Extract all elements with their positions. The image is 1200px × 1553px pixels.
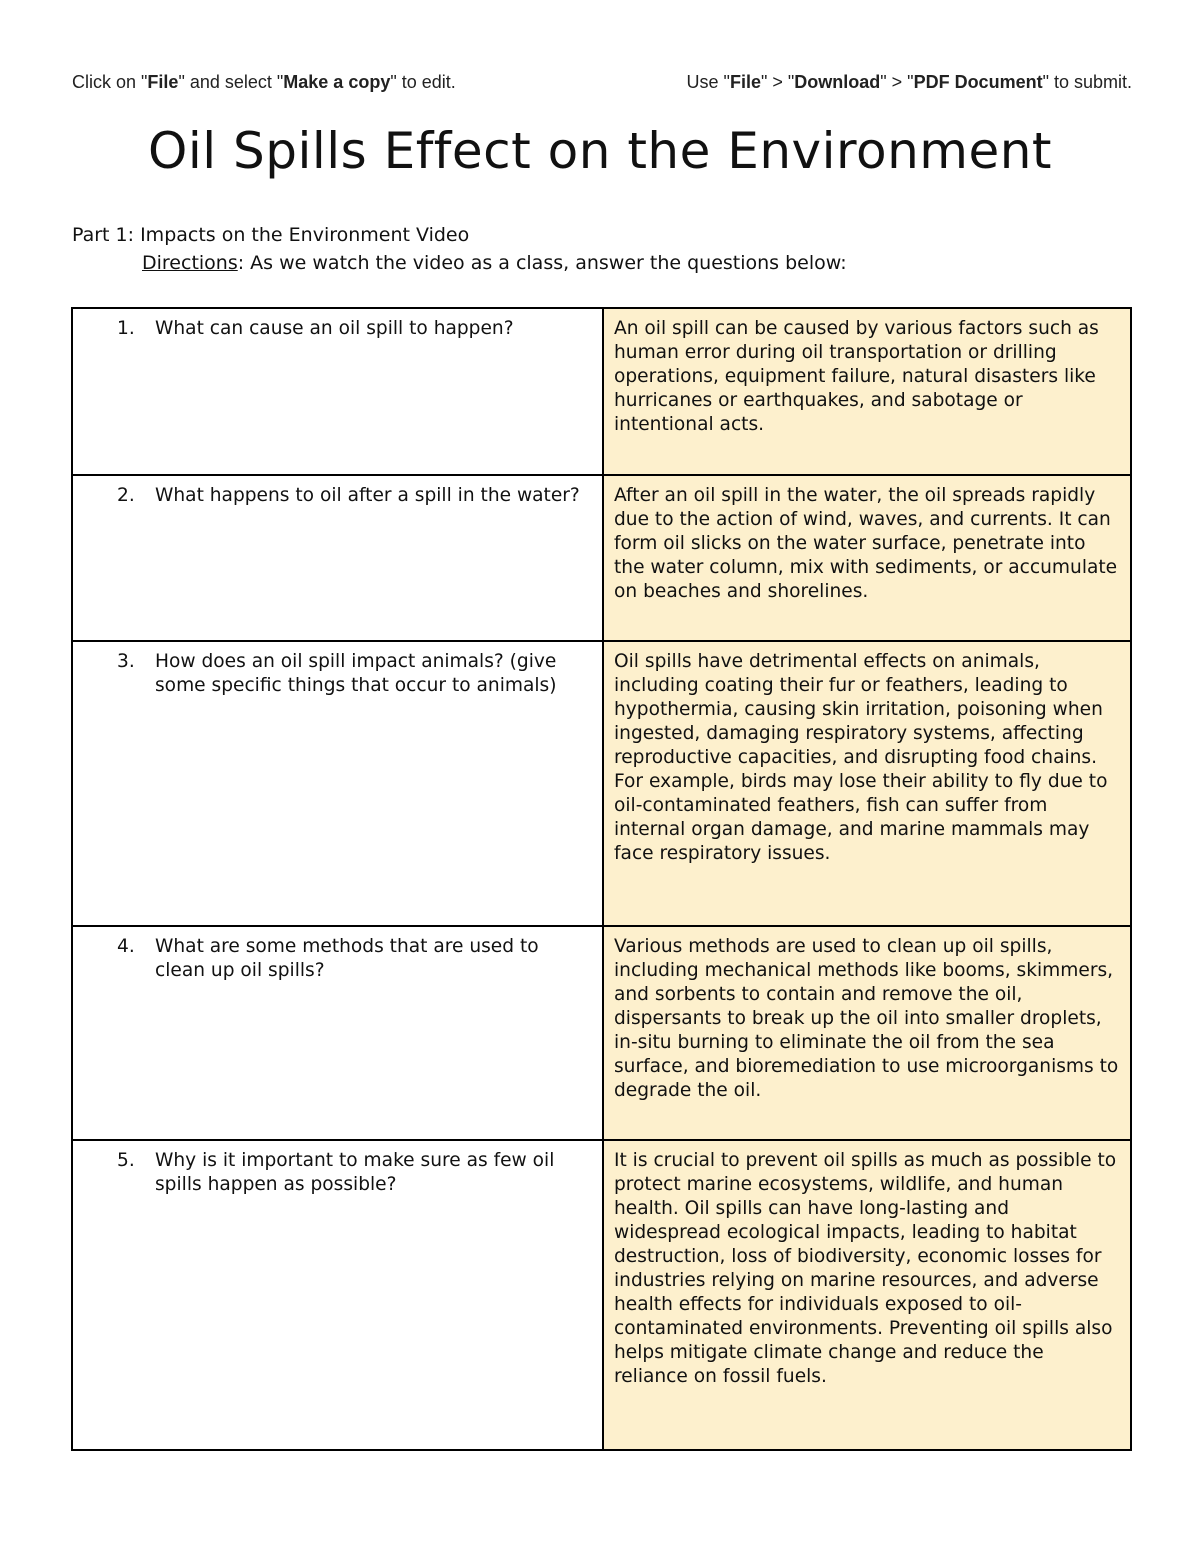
instruction-text: Click on ": [72, 72, 148, 92]
question-number: 4.: [117, 936, 135, 957]
instruction-text: " > ": [880, 72, 914, 92]
copy-instruction: [72, 72, 456, 93]
question-cell: [72, 926, 603, 1140]
instruction-bold: File: [729, 72, 761, 92]
question-text: What can cause an oil spill to happen?: [155, 318, 514, 339]
directions: [142, 252, 847, 274]
question-cell: [72, 1140, 603, 1450]
question-number: 2.: [117, 485, 135, 506]
instruction-bold: Download: [794, 72, 881, 92]
question-text: How does an oil spill impact animals? (give some specific things that occur to animals): [155, 651, 557, 696]
answer-cell[interactable]: After an oil spill in the water, the oil spreads rapidly due to the action of wind, waves, and currents. It can form oil slicks on the water surface, penetrate into the water column, mix with sediments, or accumulate on beaches and shorelines.: [603, 475, 1131, 641]
directions-text: : As we watch the video as a class, answer the questions below:: [237, 252, 847, 274]
table-row: [72, 641, 1131, 926]
question-answer-table: [71, 307, 1132, 1451]
instruction-text: " and select ": [178, 72, 284, 92]
question-cell: [72, 475, 603, 641]
page-title: Oil Spills Effect on the Environment: [147, 122, 1053, 180]
submit-instruction: [687, 72, 1132, 93]
question-text: Why is it important to make sure as few oil spills happen as possible?: [155, 1150, 555, 1195]
question-text: What are some methods that are used to clean up oil spills?: [155, 936, 539, 981]
table-row: [72, 475, 1131, 641]
answer-cell[interactable]: It is crucial to prevent oil spills as much as possible to protect marine ecosystems, wildlife, and human health. Oil spills can have long-lasting and widespread ecological impacts, leading to habitat destruction, loss of biodiversity, economic losses for industries relying on marine resources, and adverse health effects for individuals exposed to oil-contaminated environments. Preventing oil spills also helps mitigate climate change and reduce the reliance on fossil fuels.: [603, 1140, 1131, 1450]
directions-label: Directions: [142, 252, 238, 274]
question-number: 3.: [117, 651, 135, 672]
instructions-line: [72, 72, 1132, 98]
question-number: 1.: [117, 318, 135, 339]
instruction-bold: File: [147, 72, 179, 92]
instruction-bold: PDF Document: [913, 72, 1043, 92]
instruction-text: " > ": [760, 72, 795, 92]
table-row: [72, 926, 1131, 1140]
part-heading: Part 1: Impacts on the Environment Video: [72, 224, 470, 246]
instruction-bold: Make a copy: [283, 72, 391, 92]
instruction-text: " to submit.: [1042, 72, 1132, 92]
answer-cell[interactable]: Oil spills have detrimental effects on animals, including coating their fur or feathers, leading to hypothermia, causing skin irritation, poisoning when ingested, damaging respiratory systems, affecting reproductive capacities, and disrupting food chains. For example, birds may lose their ability to fly due to oil-contaminated feathers, fish can suffer from internal organ damage, and marine mammals may face respiratory issues.: [603, 641, 1131, 926]
question-cell: [72, 641, 603, 926]
instruction-text: Use ": [686, 72, 730, 92]
answer-cell[interactable]: Various methods are used to clean up oil spills, including mechanical methods like booms, skimmers, and sorbents to contain and remove the oil, dispersants to break up the oil into smaller droplets, in-situ burning to eliminate the oil from the sea surface, and bioremediation to use microorganisms to degrade the oil.: [603, 926, 1131, 1140]
question-cell: [72, 308, 603, 475]
table-row: [72, 308, 1131, 475]
question-number: 5.: [117, 1150, 135, 1171]
table-row: [72, 1140, 1131, 1450]
answer-cell[interactable]: An oil spill can be caused by various factors such as human error during oil transportation or drilling operations, equipment failure, natural disasters like hurricanes or earthquakes, and sabotage or intentional acts.: [603, 308, 1131, 475]
instruction-text: " to edit.: [390, 72, 456, 92]
question-text: What happens to oil after a spill in the water?: [155, 485, 580, 506]
